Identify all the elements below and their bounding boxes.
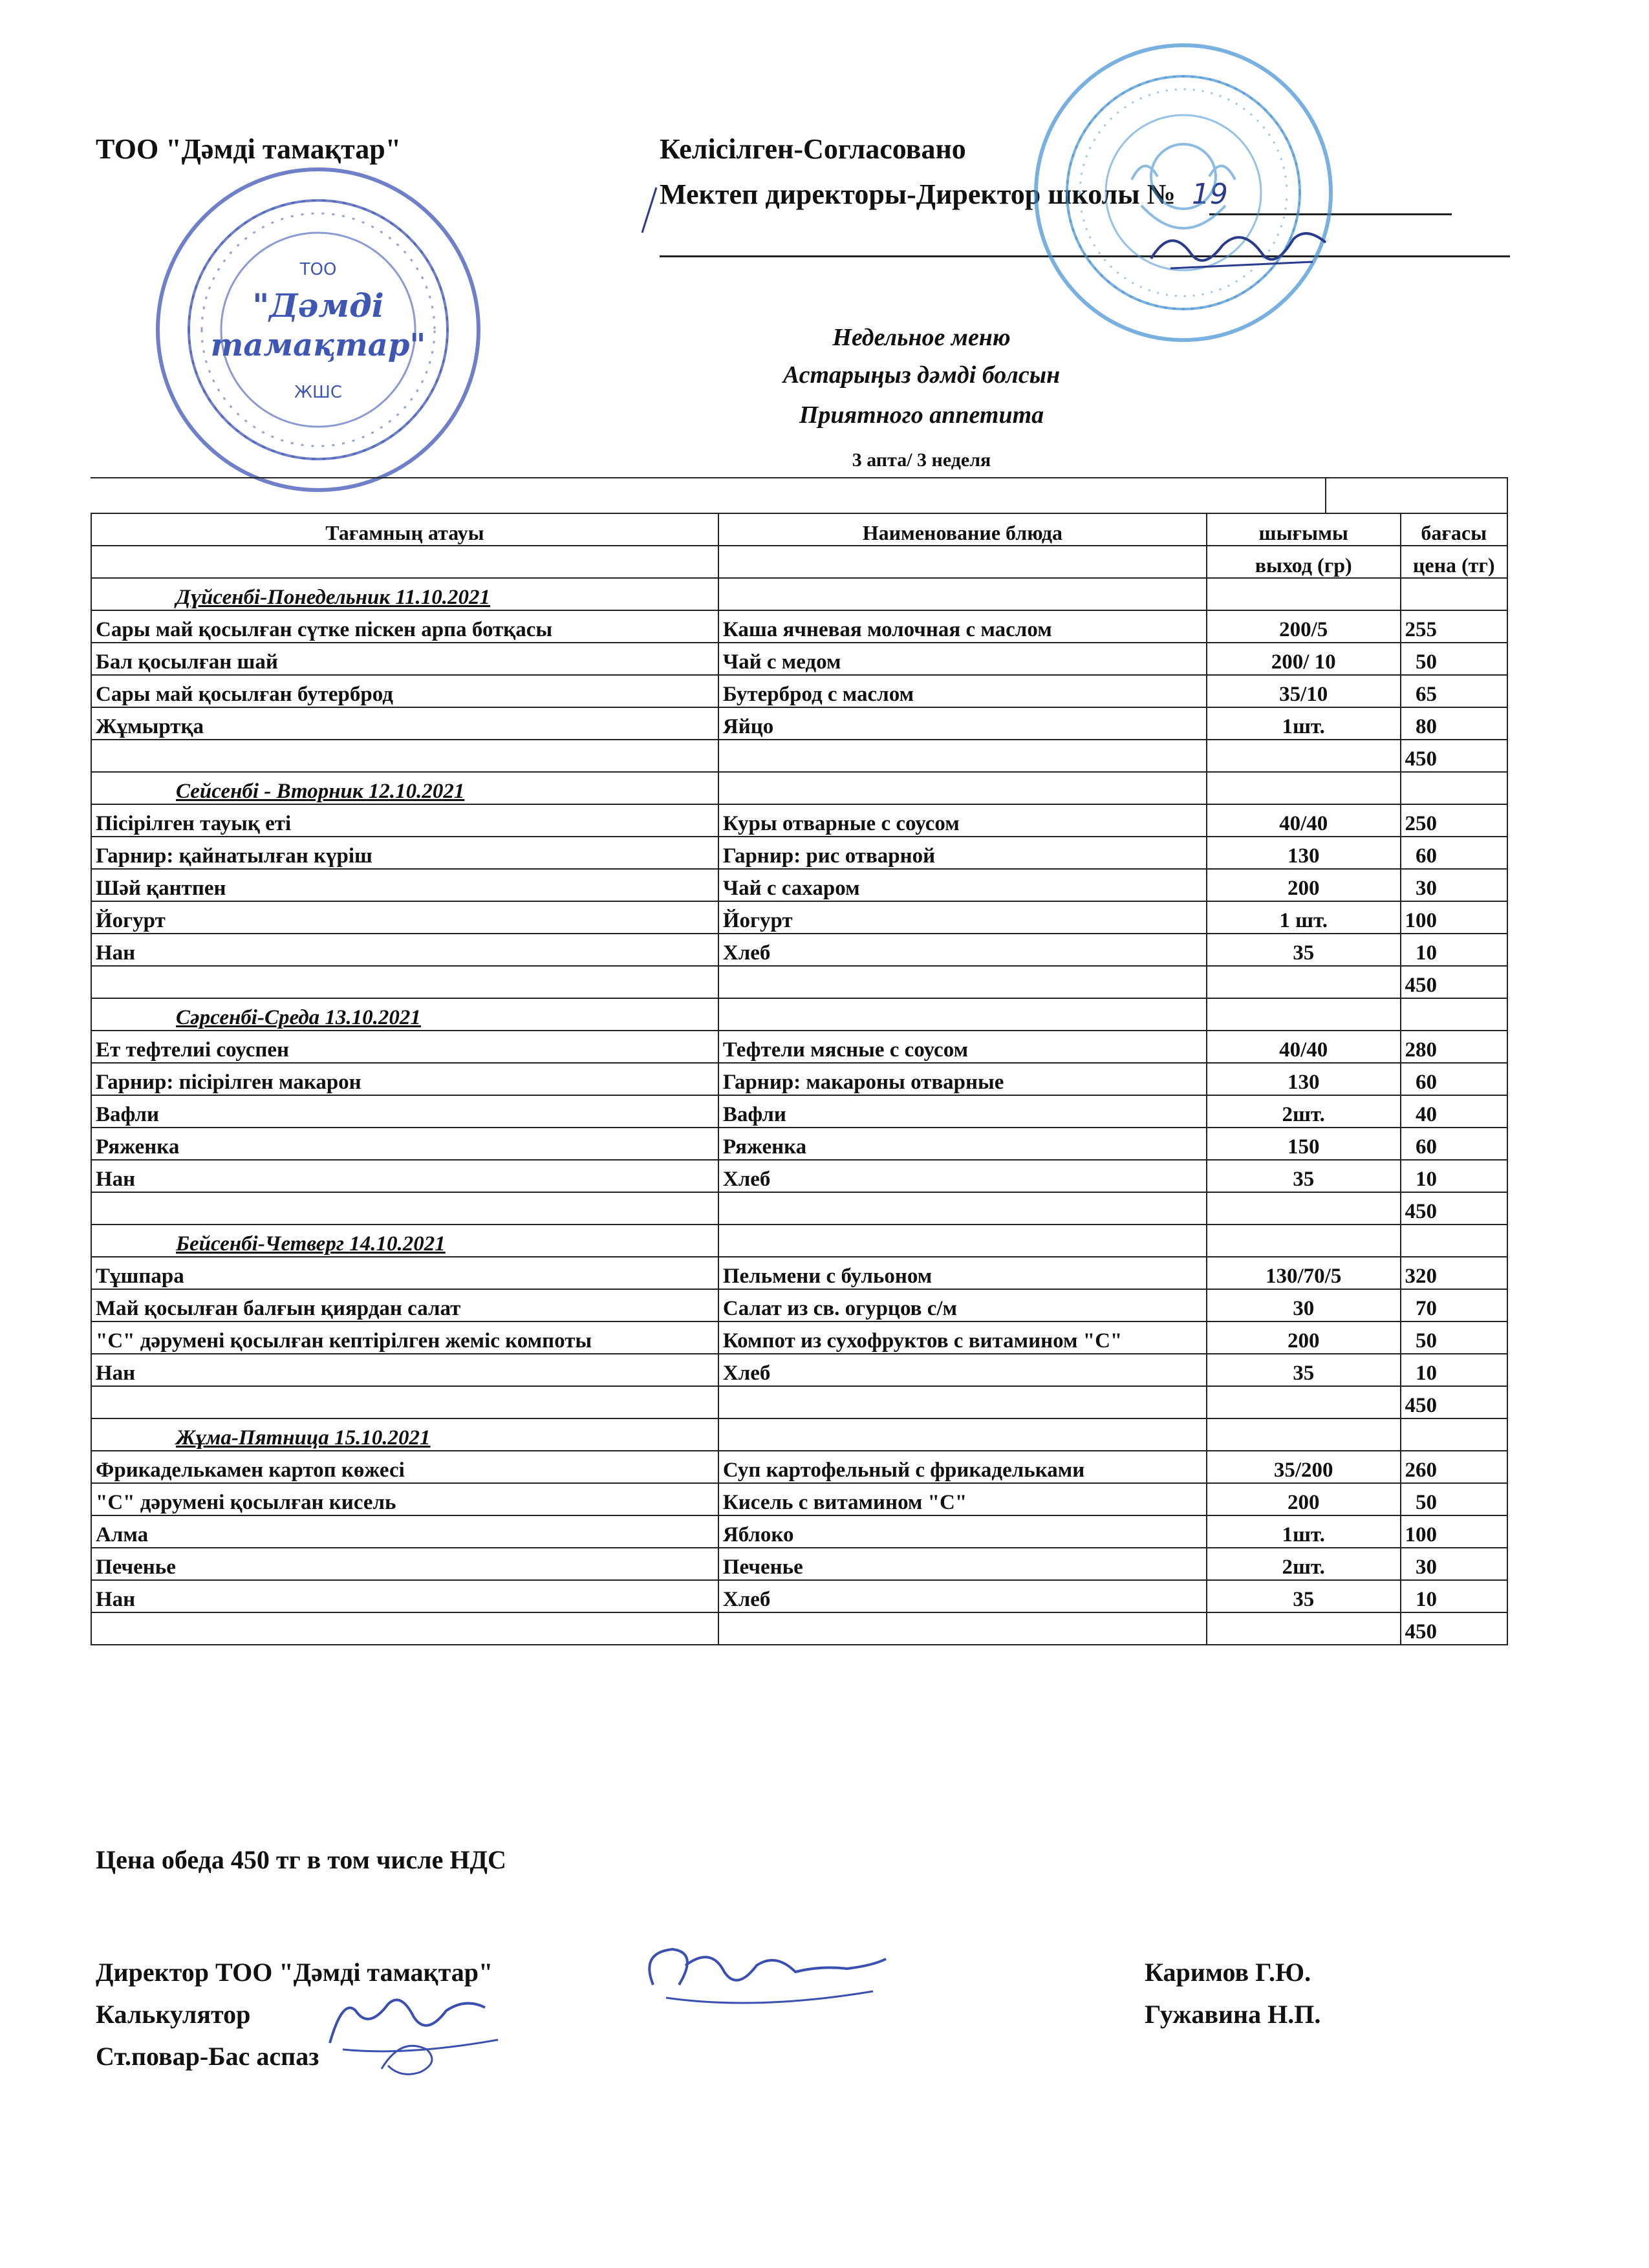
company-name: ТОО "Дәмді тамақтар" [96,133,402,165]
total-blank [718,1192,1207,1225]
approval-label: Келісілген-Согласовано [660,133,966,165]
total-blank [91,1612,718,1645]
day-row [91,772,1507,804]
dish-yield: 35 [1207,934,1401,966]
table-row [91,1483,1507,1515]
dish-name-ru: Суп картофельный с фрикадельками [718,1451,1207,1483]
header-yield-kz: шығымы [1207,513,1401,546]
total-blank [718,1386,1207,1418]
dish-name-kz: Гарнир: пісірілген макарон [91,1063,718,1095]
frame-divider [1325,477,1326,513]
header-row [91,513,1507,546]
dish-name-ru: Тефтели мясные с соусом [718,1031,1207,1063]
table-row [91,1451,1507,1483]
dish-name-ru: Хлеб [718,1354,1207,1386]
day-blank [1401,578,1508,610]
dish-name-kz: Сары май қосылған бутерброд [91,675,718,707]
day-row [91,578,1507,610]
dish-name-ru: Ряженка [718,1128,1207,1160]
day-blank [1401,772,1508,804]
dish-price: 30 [1401,869,1508,901]
day-title: Сәрсенбі-Среда 13.10.2021 [91,998,718,1031]
dish-name-ru: Чай с сахаром [718,869,1207,901]
dish-price: 70 [1401,1289,1508,1321]
dish-name-ru: Гарнир: рис отварной [718,837,1207,869]
dish-name-ru: Каша ячневая молочная с маслом [718,610,1207,643]
chef-signature [375,2030,453,2082]
day-blank [1401,1225,1508,1257]
total-blank [1207,1386,1401,1418]
dish-name-ru: Хлеб [718,1160,1207,1192]
day-blank [1401,1418,1508,1451]
table-row [91,1321,1507,1354]
dish-price: 40 [1401,1095,1508,1128]
day-row [91,998,1507,1031]
day-blank [1207,1225,1401,1257]
dish-yield: 200/ 10 [1207,643,1401,675]
dish-name-ru: Яблоко [718,1515,1207,1548]
header-blank [91,546,718,578]
total-blank [91,740,718,772]
stamp-line4: ЖШС [294,383,342,402]
dish-name-ru: Компот из сухофруктов с витамином "С" [718,1321,1207,1354]
dish-name-ru: Кисель с витамином "С" [718,1483,1207,1515]
day-total: 450 [1401,966,1508,998]
dish-name-kz: Нан [91,934,718,966]
dish-name-kz: Тұшпара [91,1257,718,1289]
dish-yield: 150 [1207,1128,1401,1160]
dish-yield: 200 [1207,1321,1401,1354]
header-price-kz: бағасы [1401,513,1508,546]
day-title: Дүйсенбі-Понедельник 11.10.2021 [91,578,718,610]
dish-price: 60 [1401,1063,1508,1095]
dish-name-ru: Салат из св. огурцов с/м [718,1289,1207,1321]
dish-name-ru: Бутерброд с маслом [718,675,1207,707]
dish-yield: 2шт. [1207,1548,1401,1580]
director-signature [627,1927,912,2024]
day-row [91,1225,1507,1257]
dish-name-kz: "С" дәрумені қосылған кисель [91,1483,718,1515]
dish-price: 250 [1401,804,1508,837]
table-row [91,1128,1507,1160]
dish-price: 10 [1401,934,1508,966]
day-blank [718,998,1207,1031]
week-label: 3 апта/ 3 неделя [852,449,991,471]
dish-name-kz: Йогурт [91,901,718,934]
table-row [91,1031,1507,1063]
table-row [91,707,1507,740]
dish-yield: 35/10 [1207,675,1401,707]
dish-name-kz: Жұмыртқа [91,707,718,740]
dish-yield: 1шт. [1207,707,1401,740]
dish-name-kz: Нан [91,1354,718,1386]
greeting-kz: Астарыңыз дәмді болсын [782,361,1061,389]
dish-name-ru: Куры отварные с соусом [718,804,1207,837]
table-row [91,934,1507,966]
total-blank [718,1612,1207,1645]
dish-yield: 130 [1207,837,1401,869]
total-blank [91,966,718,998]
director-label: Директор ТОО "Дәмді тамақтар" [96,1958,493,1987]
day-blank [1207,1418,1401,1451]
day-total: 450 [1401,1386,1508,1418]
chef-label: Ст.повар-Бас аспаз [96,2042,319,2071]
dish-price: 65 [1401,675,1508,707]
day-blank [1207,772,1401,804]
dish-name-kz: Печенье [91,1548,718,1580]
dish-yield: 2шт. [1207,1095,1401,1128]
total-blank [1207,966,1401,998]
dish-price: 320 [1401,1257,1508,1289]
dish-name-kz: Ет тефтелиі соуспен [91,1031,718,1063]
table-row [91,675,1507,707]
menu-table [91,513,1508,1645]
school-director-signature [1145,213,1339,284]
dish-name-kz: Вафли [91,1095,718,1128]
dish-price: 255 [1401,610,1508,643]
dish-name-kz: Бал қосылған шай [91,643,718,675]
dish-yield: 130 [1207,1063,1401,1095]
dish-price: 30 [1401,1548,1508,1580]
dish-price: 60 [1401,1128,1508,1160]
price-note: Цена обеда 450 тг в том числе НДС [96,1845,506,1874]
table-row [91,1515,1507,1548]
stamp-line1: ТОО [299,260,337,279]
dish-yield: 130/70/5 [1207,1257,1401,1289]
frame-top-line [91,477,1508,478]
day-title: Жұма-Пятница 15.10.2021 [91,1418,718,1451]
total-row [91,1612,1507,1645]
dish-name-ru: Хлеб [718,934,1207,966]
stamp-line2: "Дәмді [252,286,384,325]
dish-yield: 200 [1207,1483,1401,1515]
dish-yield: 1шт. [1207,1515,1401,1548]
header-kz-name: Тағамның атауы [91,513,718,546]
day-blank [718,578,1207,610]
dish-name-ru: Чай с медом [718,643,1207,675]
dish-price: 10 [1401,1580,1508,1612]
day-total: 450 [1401,740,1508,772]
menu-title: Недельное меню [832,324,1011,351]
day-blank [718,772,1207,804]
dish-name-kz: Пісірілген тауық еті [91,804,718,837]
table-row [91,1257,1507,1289]
calculator-label: Калькулятор [96,2000,251,2029]
school-stamp [1028,37,1339,348]
pen-mark [637,184,663,236]
header-yield-ru: выход (гр) [1207,546,1401,578]
dish-price: 100 [1401,1515,1508,1548]
table-row [91,901,1507,934]
dish-yield: 40/40 [1207,1031,1401,1063]
dish-price: 10 [1401,1354,1508,1386]
dish-name-kz: "С" дәрумені қосылған кептірілген жеміс компоты [91,1321,718,1354]
dish-price: 50 [1401,643,1508,675]
dish-yield: 35 [1207,1160,1401,1192]
dish-yield: 200/5 [1207,610,1401,643]
dish-name-kz: Шәй қантпен [91,869,718,901]
dish-price: 50 [1401,1321,1508,1354]
table-row [91,1063,1507,1095]
table-row [91,1095,1507,1128]
dish-name-ru: Печенье [718,1548,1207,1580]
total-blank [1207,1192,1401,1225]
table-row [91,869,1507,901]
dish-price: 260 [1401,1451,1508,1483]
header-blank [718,546,1207,578]
total-row [91,966,1507,998]
dish-name-kz: Нан [91,1580,718,1612]
total-row [91,740,1507,772]
dish-yield: 200 [1207,869,1401,901]
dish-name-kz: Нан [91,1160,718,1192]
total-blank [91,1192,718,1225]
day-blank [718,1418,1207,1451]
total-row [91,1386,1507,1418]
table-row [91,643,1507,675]
total-blank [91,1386,718,1418]
header-price-ru: цена (тг) [1401,546,1508,578]
header-ru-name: Наименование блюда [718,513,1207,546]
total-row [91,1192,1507,1225]
table-row [91,1580,1507,1612]
table-row [91,837,1507,869]
frame-right-edge [1507,477,1508,513]
school-number: 19 [1191,178,1228,211]
total-blank [1207,740,1401,772]
table-row [91,1160,1507,1192]
calculator-name: Гужавина Н.П. [1145,2000,1321,2029]
greeting-ru: Приятного аппетита [799,401,1044,429]
day-blank [718,1225,1207,1257]
dish-name-kz: Сары май қосылған сүтке піскен арпа ботқасы [91,610,718,643]
dish-name-kz: Гарнир: қайнатылған күріш [91,837,718,869]
table-row [91,1354,1507,1386]
dish-price: 80 [1401,707,1508,740]
dish-yield: 40/40 [1207,804,1401,837]
dish-name-kz: Фрикаделькамен картоп көжесі [91,1451,718,1483]
dish-name-ru: Пельмени с бульоном [718,1257,1207,1289]
dish-name-ru: Вафли [718,1095,1207,1128]
dish-yield: 35/200 [1207,1451,1401,1483]
day-row [91,1418,1507,1451]
day-total: 450 [1401,1192,1508,1225]
company-stamp [150,162,486,498]
dish-price: 280 [1401,1031,1508,1063]
day-title: Сейсенбі - Вторник 12.10.2021 [91,772,718,804]
table-row [91,1548,1507,1580]
director-name: Каримов Г.Ю. [1145,1958,1311,1987]
day-title: Бейсенбі-Четверг 14.10.2021 [91,1225,718,1257]
day-blank [1207,578,1401,610]
header-row-2 [91,546,1507,578]
dish-name-ru: Хлеб [718,1580,1207,1612]
dish-yield: 35 [1207,1580,1401,1612]
table-row [91,1289,1507,1321]
dish-price: 60 [1401,837,1508,869]
dish-name-kz: Ряженка [91,1128,718,1160]
total-blank [718,966,1207,998]
dish-name-ru: Йогурт [718,901,1207,934]
dish-price: 100 [1401,901,1508,934]
dish-yield: 30 [1207,1289,1401,1321]
table-row [91,610,1507,643]
dish-name-ru: Гарнир: макароны отварные [718,1063,1207,1095]
dish-yield: 1 шт. [1207,901,1401,934]
director-school-label: Мектеп директоры-Директор школы № [660,178,1176,210]
dish-name-ru: Яйцо [718,707,1207,740]
day-blank [1401,998,1508,1031]
dish-yield: 35 [1207,1354,1401,1386]
day-total: 450 [1401,1612,1508,1645]
total-blank [718,740,1207,772]
stamp-line3: тамақтар" [210,327,426,363]
dish-name-kz: Алма [91,1515,718,1548]
dish-name-kz: Май қосылған балғын қиярдан салат [91,1289,718,1321]
day-blank [1207,998,1401,1031]
total-blank [1207,1612,1401,1645]
dish-price: 10 [1401,1160,1508,1192]
table-row [91,804,1507,837]
dish-price: 50 [1401,1483,1508,1515]
